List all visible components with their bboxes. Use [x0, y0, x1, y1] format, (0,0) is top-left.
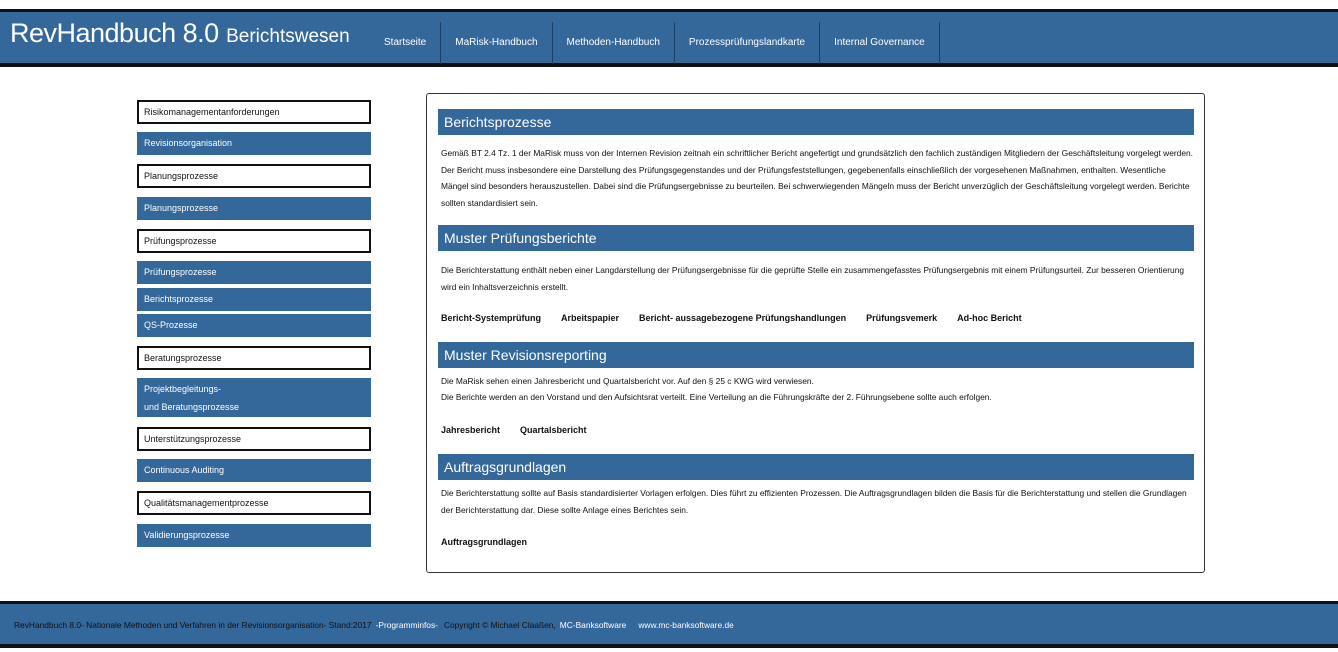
sidebar-item-qualitaetsmanagementprozesse[interactable]: Qualitätsmanagementprozesse	[137, 491, 371, 515]
sidebar-item-planungsprozesse-sub[interactable]: Planungsprozesse	[137, 197, 371, 220]
revisionsreporting-links	[441, 425, 607, 435]
nav-startseite[interactable]: Startseite	[372, 22, 441, 64]
sidebar-item-projektbegleitungs-und-beratungsprozesse[interactable]	[137, 378, 371, 417]
link-arbeitspapier[interactable]: Arbeitspapier	[561, 313, 620, 323]
app-subtitle: Berichtswesen	[226, 26, 350, 47]
header-bar	[0, 9, 1338, 67]
sidebar-item-continuous-auditing[interactable]: Continuous Auditing	[137, 459, 371, 482]
footer-programminfos-link[interactable]: -Programminfos-	[375, 620, 438, 630]
app-logo[interactable]	[10, 18, 350, 49]
sidebar-item-risikomanagementanforderungen[interactable]: Risikomanagementanforderungen	[137, 100, 371, 124]
app-title: RevHandbuch 8.0	[10, 18, 219, 48]
nav-methoden-handbuch[interactable]: Methoden-Handbuch	[553, 22, 675, 64]
nav-internal-governance[interactable]: Internal Governance	[820, 22, 940, 64]
section-heading-auftragsgrundlagen: Auftragsgrundlagen	[438, 454, 1194, 480]
footer-website-link[interactable]: www.mc-banksoftware.de	[638, 620, 734, 630]
link-pruefungsvermerk[interactable]: Prüfungsvemerk	[866, 313, 938, 323]
footer-bar	[0, 601, 1338, 648]
sidebar-item-validierungsprozesse[interactable]: Validierungsprozesse	[137, 524, 371, 547]
sidebar-item-revisionsorganisation[interactable]: Revisionsorganisation	[137, 132, 371, 155]
sidebar-item-pruefungsprozesse[interactable]: Prüfungsprozesse	[137, 229, 371, 253]
section-heading-muster-revisionsreporting: Muster Revisionsreporting	[438, 342, 1194, 368]
section-heading-muster-pruefungsberichte: Muster Prüfungsberichte	[438, 225, 1194, 251]
content-panel	[426, 93, 1205, 573]
sidebar-item-planungsprozesse[interactable]: Planungsprozesse	[137, 164, 371, 188]
section-heading-berichtsprozesse: Berichtsprozesse	[438, 109, 1194, 135]
link-jahresbericht[interactable]: Jahresbericht	[441, 425, 501, 435]
footer-company-link[interactable]: MC-Banksoftware	[559, 620, 627, 630]
section-text-revisionsreporting-line1: Die MaRisk sehen einen Jahresbericht und Quartalsbericht vor. Auf den § 25 c KWG wird verwiesen.	[441, 376, 814, 386]
sidebar-item-qs-prozesse[interactable]: QS-Prozesse	[137, 314, 371, 337]
top-navigation	[372, 22, 940, 64]
footer-text: RevHandbuch 8.0- Nationale Methoden und Verfahren in der Revisionsorganisation- Stand:2017	[14, 620, 372, 630]
sidebar-item-label-line2: und Beratungsprozesse	[144, 402, 240, 412]
sidebar-item-pruefungsprozesse-sub[interactable]: Prüfungsprozesse	[137, 261, 371, 284]
section-text-auftragsgrundlagen: Die Berichterstattung sollte auf Basis standardisierter Vorlagen erfolgen. Dies führt zu effizienten Prozessen. Die Auftragsgrundlagen bilden die Basis für die Berichterstattung und stellen die Grundlagen der Berichterstattung dar. Diese sollte Anlage eines Berichtes sein.	[441, 488, 1187, 515]
section-text-muster-pruefungsberichte: Die Berichterstattung enthält neben einer Langdarstellung der Prüfungsergebnisse für die geprüfte Stelle ein zusammengefasstes Prüfungsergebnis mit einem Prüfungsurteil. Zur besseren Orientierung wird ein Inhaltsverzeichnis erstellt.	[441, 265, 1185, 292]
footer-line	[14, 620, 734, 630]
auftragsgrundlagen-links	[441, 537, 547, 547]
link-bericht-systempruefung[interactable]: Bericht-Systemprüfung	[441, 313, 542, 323]
link-auftragsgrundlagen[interactable]: Auftragsgrundlagen	[441, 537, 528, 547]
pruefungsberichte-links	[441, 313, 1042, 323]
link-ad-hoc-bericht[interactable]: Ad-hoc Bericht	[957, 313, 1022, 323]
nav-prozesspruefungslandkarte[interactable]: Prozessprüfungslandkarte	[675, 22, 820, 64]
link-bericht-aussagebezogene-pruefungshandlungen[interactable]: Bericht- aussagebezogene Prüfungshandlungen	[639, 313, 847, 323]
nav-marisk-handbuch[interactable]: MaRisk-Handbuch	[441, 22, 552, 64]
link-quartalsbericht[interactable]: Quartalsbericht	[520, 425, 587, 435]
section-text-berichtsprozesse: Gemäß BT 2.4 Tz. 1 der MaRisk muss von der Internen Revision zeitnah ein schriftlicher Bericht angefertigt und grundsätzlich den fachlich zuständigen Mitgliedern der Geschäftsleitung vorgelegt werden. Der Bericht muss insbesondere eine Darstellung des Prüfungsgegenstandes und der Prüfungsfeststellungen, gegebenenfalls einschließlich der vorgesehenen Maßnahmen, enthalten. Wesentliche Mängel sind besonders herauszustellen. Dabei sind die Prüfungsergebnisse zu beurteilen. Bei schwerwiegenden Mängeln muss der Bericht unverzüglich der Geschäftsleitung vorgelegt werden. Berichte sollten standardisiert sein.	[441, 148, 1193, 208]
sidebar-item-unterstuetzungsprozesse[interactable]: Unterstützungsprozesse	[137, 427, 371, 451]
sidebar-item-beratungsprozesse[interactable]: Beratungsprozesse	[137, 346, 371, 370]
section-text-revisionsreporting-line2: Die Berichte werden an den Vorstand und den Aufsichtsrat verteilt. Eine Verteilung an die Führungskräfte der 2. Führungsebene sollte auch erfolgen.	[441, 392, 992, 402]
sidebar-item-label-line1: Projektbegleitungs-	[144, 384, 222, 394]
footer-copyright: Copyright © Michael Claaßen,	[443, 620, 556, 630]
sidebar-item-berichtsprozesse[interactable]: Berichtsprozesse	[137, 288, 371, 311]
